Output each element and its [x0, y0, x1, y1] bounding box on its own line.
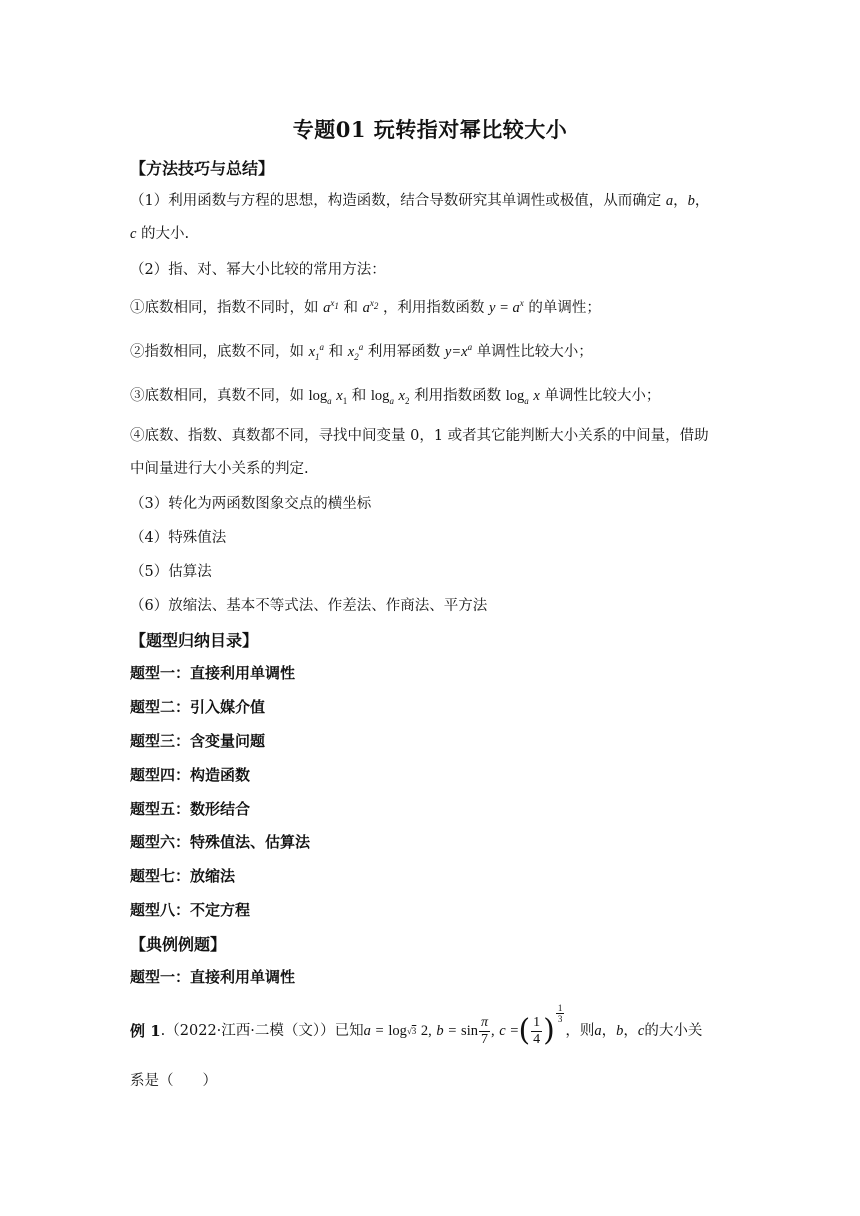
type-item: 题型六：特殊值法、估算法: [130, 833, 311, 851]
var-a: a: [665, 193, 674, 209]
example-1-line2: 系是（ ）: [130, 1073, 217, 1089]
item-5: （5）估算法: [130, 564, 212, 580]
method-circle-2: ②指数相同，底数不同，如 $x_1^a$ 和 $x_2^a$ 利用幂函数 $y=x^a$ 单调性比较大小；: [130, 342, 593, 362]
formula-log-a-x2: $\log_a x_2$: [370, 388, 410, 406]
example-label: 例 1: [130, 1022, 161, 1040]
var-c: c: [130, 226, 137, 242]
var-b: b: [687, 193, 695, 209]
item-4: （4）特殊值法: [130, 530, 227, 546]
method-circle-3: ③底数相同，真数不同，如 $\log_a x_1$ 和 $\log_a x_2$ 利用指数函数 $\log_a x$ 单调性比较大小；: [130, 388, 661, 406]
section-examples-heading: 【典例例题】: [130, 935, 227, 954]
type-item: 题型二：引入媒介值: [130, 698, 266, 716]
method-circle-4: ④底数、指数、真数都不同，寻找中间变量 0，1 或者其它能判断大小关系的中间量，借助 中间量进行大小关系的判定.: [130, 428, 709, 477]
formula-a-x2: $a^{x_2}$: [362, 298, 379, 316]
method-circle-1: ①底数相同，指数不同时，如 $a^{x_1}$ 和 $a^{x_2}$ ，利用指数函数 $y = a^x$ 的单调性；: [130, 298, 601, 316]
type-item: 题型一：直接利用单调性: [130, 664, 296, 682]
type-item: 题型三：含变量问题: [130, 732, 266, 750]
example-formula: a = log √3 2, b = sin $\frac{\pi}{7}$ , c = ( $\frac{1}{4}$ ) $\frac{1}{3}$: [363, 1002, 563, 1048]
example-type-heading: 题型一：直接利用单调性: [130, 968, 296, 986]
item-3: （3）转化为两函数图象交点的横坐标: [130, 496, 372, 512]
page-title: 专题01 玩转指对幂比较大小: [292, 117, 568, 142]
section-types-heading: 【题型归纳目录】: [130, 631, 259, 650]
formula-y-eq-x-a: $y=x^a$: [444, 342, 473, 360]
formula-y-eq-a-x: $y = a^x$: [489, 298, 524, 316]
formula-x1-a: $x_1^a$: [308, 342, 325, 362]
section-methods-heading: 【方法技巧与总结】: [130, 159, 275, 178]
formula-a-x1: $a^{x_1}$: [323, 298, 339, 316]
formula-log-a-x: $\log_a x$: [505, 388, 540, 406]
item-2: （2）指、对、幂大小比较的常用方法：: [130, 262, 386, 278]
formula-x2-a: $x_2^a$: [347, 342, 364, 362]
item-1: （1）利用函数与方程的思想，构造函数，结合导数研究其单调性或极值，从而确定 a，b， c 的大小.: [130, 193, 710, 242]
type-item: 题型五：数形结合: [130, 800, 251, 818]
type-item: 题型四：构造函数: [130, 766, 251, 784]
example-1: 例 1 .（2022·江西·二模（文））已知 a = log √3 2, b = sin $\frac{\pi}{7}$ , c = ( $\frac{1}{4}$ ) $\frac{1}{3}$ ，则 a ， b ， c 的大小关: [130, 1002, 703, 1048]
formula-log-a-x1: $\log_a x_1$: [308, 388, 348, 406]
type-item: 题型八：不定方程: [130, 901, 251, 919]
type-item: 题型七：放缩法: [130, 867, 236, 885]
item-6: （6）放缩法、基本不等式法、作差法、作商法、平方法: [130, 598, 488, 614]
